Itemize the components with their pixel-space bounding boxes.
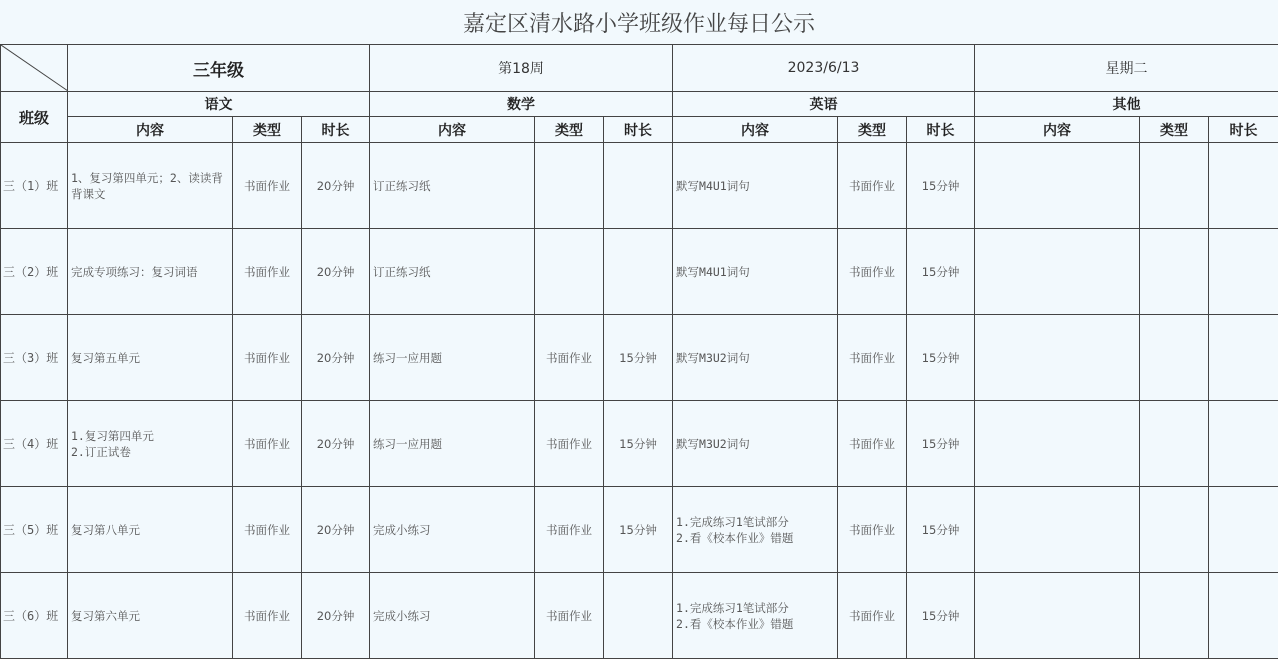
- math-type-cell: [535, 229, 604, 315]
- english-duration-cell: 15分钟: [907, 315, 975, 401]
- col-header-type: 类型: [233, 117, 302, 143]
- chinese-duration-cell: 20分钟: [302, 315, 370, 401]
- chinese-type-cell: 书面作业: [233, 573, 302, 659]
- chinese-content-cell: 1.复习第四单元 2.订正试卷: [68, 401, 233, 487]
- math-duration-cell: 15分钟: [604, 315, 673, 401]
- math-content-cell: 订正练习纸: [370, 229, 535, 315]
- other-content-cell: [975, 401, 1140, 487]
- chinese-duration-cell: 20分钟: [302, 401, 370, 487]
- math-type-cell: 书面作业: [535, 315, 604, 401]
- other-type-cell: [1140, 229, 1209, 315]
- other-duration-cell: [1209, 143, 1278, 229]
- homework-table: [0, 44, 1278, 659]
- english-content-cell: 默写M3U2词句: [673, 401, 838, 487]
- other-content-cell: [975, 315, 1140, 401]
- math-type-cell: 书面作业: [535, 573, 604, 659]
- math-type-cell: 书面作业: [535, 487, 604, 573]
- col-header-content: 内容: [673, 117, 838, 143]
- week-cell: 第18周: [370, 45, 673, 92]
- other-content-cell: [975, 487, 1140, 573]
- other-type-cell: [1140, 401, 1209, 487]
- col-header-duration: 时长: [907, 117, 975, 143]
- chinese-content-cell: 完成专项练习：复习词语: [68, 229, 233, 315]
- chinese-duration-cell: 20分钟: [302, 573, 370, 659]
- math-content-cell: 练习一应用题: [370, 315, 535, 401]
- class-header: 班级: [1, 92, 68, 143]
- other-content-cell: [975, 143, 1140, 229]
- table-row: [1, 401, 1278, 487]
- english-content-cell: 默写M3U2词句: [673, 315, 838, 401]
- col-header-duration: 时长: [302, 117, 370, 143]
- table-row: [1, 573, 1278, 659]
- class-name-cell: 三（3）班: [1, 315, 68, 401]
- col-header-content: 内容: [370, 117, 535, 143]
- math-content-cell: 完成小练习: [370, 487, 535, 573]
- english-content-cell: 1.完成练习1笔试部分 2.看《校本作业》错题: [673, 573, 838, 659]
- english-type-cell: 书面作业: [838, 401, 907, 487]
- col-header-content: 内容: [68, 117, 233, 143]
- chinese-type-cell: 书面作业: [233, 401, 302, 487]
- chinese-type-cell: 书面作业: [233, 487, 302, 573]
- english-duration-cell: 15分钟: [907, 487, 975, 573]
- table-row: [1, 143, 1278, 229]
- class-name-cell: 三（4）班: [1, 401, 68, 487]
- english-type-cell: 书面作业: [838, 487, 907, 573]
- page-title: 嘉定区清水路小学班级作业每日公示: [0, 0, 1278, 44]
- chinese-type-cell: 书面作业: [233, 315, 302, 401]
- chinese-duration-cell: 20分钟: [302, 143, 370, 229]
- col-header-type: 类型: [535, 117, 604, 143]
- chinese-type-cell: 书面作业: [233, 229, 302, 315]
- subject-math: 数学: [370, 92, 673, 117]
- english-type-cell: 书面作业: [838, 143, 907, 229]
- math-type-cell: 书面作业: [535, 401, 604, 487]
- math-duration-cell: 15分钟: [604, 487, 673, 573]
- other-content-cell: [975, 229, 1140, 315]
- math-type-cell: [535, 143, 604, 229]
- math-content-cell: 练习一应用题: [370, 401, 535, 487]
- subject-chinese: 语文: [68, 92, 370, 117]
- english-content-cell: 默写M4U1词句: [673, 229, 838, 315]
- class-name-cell: 三（2）班: [1, 229, 68, 315]
- other-duration-cell: [1209, 401, 1278, 487]
- other-duration-cell: [1209, 229, 1278, 315]
- chinese-content-cell: 复习第六单元: [68, 573, 233, 659]
- class-name-cell: 三（1）班: [1, 143, 68, 229]
- class-name-cell: 三（6）班: [1, 573, 68, 659]
- subject-other: 其他: [975, 92, 1278, 117]
- math-duration-cell: [604, 573, 673, 659]
- other-type-cell: [1140, 487, 1209, 573]
- date-cell: 2023/6/13: [673, 45, 975, 92]
- english-duration-cell: 15分钟: [907, 143, 975, 229]
- english-type-cell: 书面作业: [838, 315, 907, 401]
- other-duration-cell: [1209, 573, 1278, 659]
- grade-cell: 三年级: [68, 45, 370, 92]
- english-duration-cell: 15分钟: [907, 401, 975, 487]
- other-duration-cell: [1209, 487, 1278, 573]
- math-content-cell: 订正练习纸: [370, 143, 535, 229]
- english-content-cell: 默写M4U1词句: [673, 143, 838, 229]
- class-name-cell: 三（5）班: [1, 487, 68, 573]
- col-header-type: 类型: [838, 117, 907, 143]
- chinese-content-cell: 1、复习第四单元；2、读读背背课文: [68, 143, 233, 229]
- table-row: [1, 487, 1278, 573]
- chinese-content-cell: 复习第八单元: [68, 487, 233, 573]
- subject-english: 英语: [673, 92, 975, 117]
- col-header-duration: 时长: [604, 117, 673, 143]
- math-duration-cell: [604, 143, 673, 229]
- corner-diagonal-cell: [1, 45, 68, 92]
- table-row: [1, 229, 1278, 315]
- weekday-cell: 星期二: [975, 45, 1278, 92]
- chinese-type-cell: 书面作业: [233, 143, 302, 229]
- math-duration-cell: 15分钟: [604, 401, 673, 487]
- diagonal-line: [1, 45, 68, 92]
- english-duration-cell: 15分钟: [907, 229, 975, 315]
- col-header-content: 内容: [975, 117, 1140, 143]
- english-duration-cell: 15分钟: [907, 573, 975, 659]
- table-row: [1, 315, 1278, 401]
- other-content-cell: [975, 573, 1140, 659]
- other-duration-cell: [1209, 315, 1278, 401]
- chinese-content-cell: 复习第五单元: [68, 315, 233, 401]
- chinese-duration-cell: 20分钟: [302, 487, 370, 573]
- other-type-cell: [1140, 143, 1209, 229]
- english-content-cell: 1.完成练习1笔试部分 2.看《校本作业》错题: [673, 487, 838, 573]
- col-header-duration: 时长: [1209, 117, 1278, 143]
- other-type-cell: [1140, 573, 1209, 659]
- col-header-type: 类型: [1140, 117, 1209, 143]
- math-content-cell: 完成小练习: [370, 573, 535, 659]
- english-type-cell: 书面作业: [838, 229, 907, 315]
- english-type-cell: 书面作业: [838, 573, 907, 659]
- math-duration-cell: [604, 229, 673, 315]
- chinese-duration-cell: 20分钟: [302, 229, 370, 315]
- other-type-cell: [1140, 315, 1209, 401]
